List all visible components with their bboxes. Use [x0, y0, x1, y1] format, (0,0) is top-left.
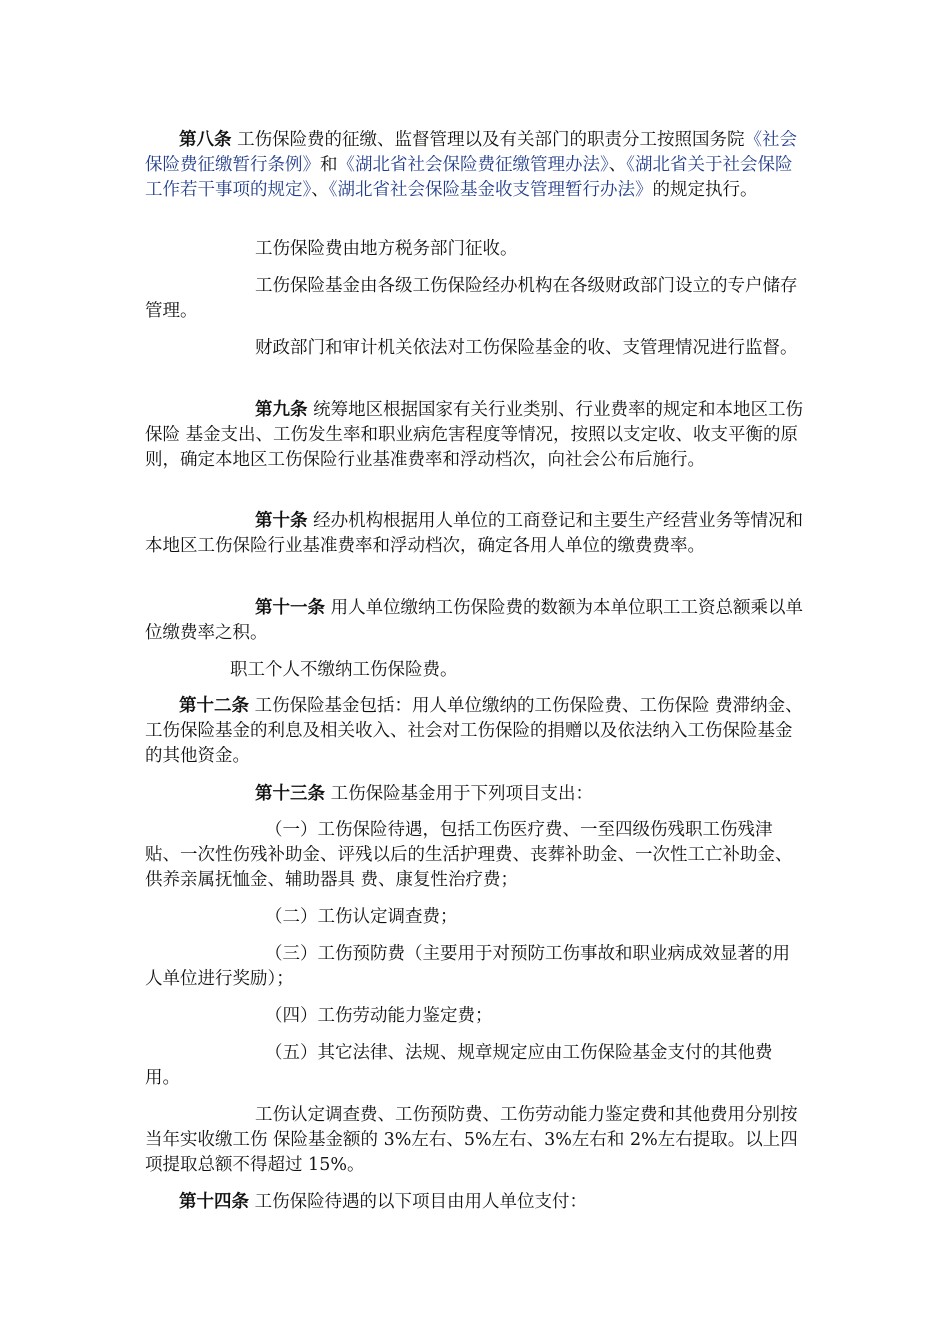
- article-8-text-d: 、: [311, 180, 329, 200]
- article-9-paragraph: [145, 398, 805, 473]
- article-14-paragraph: [145, 1190, 805, 1215]
- article-8-paragraph-2: 工伤保险费由地方税务部门征收。: [255, 239, 518, 259]
- article-11-text: 用人单位缴纳工伤保险费的数额为本单位职工工资总额乘以单位缴费率之积。: [145, 598, 804, 643]
- regulation-link-3[interactable]: 《湖北省关于社会保险工作若干事项的规定》: [145, 155, 793, 200]
- article-8-text-b: 和: [320, 155, 338, 175]
- article-14-title: 第十四条: [179, 1192, 249, 1212]
- article-11-paragraph-2: 职工个人不缴纳工伤保险费。: [230, 660, 458, 680]
- article-13-paragraph-last: 工伤认定调查费、工伤预防费、工伤劳动能力鉴定费和其他费用分别按当年实收缴工伤 保险基金额的 3%左右、5%左右、3%左右和 2%左右提取。以上四项提取总额不得超过 15%。: [145, 1105, 798, 1175]
- article-8-paragraph-4: 财政部门和审计机关依法对工伤保险基金的收、支管理情况进行监督。: [255, 338, 798, 358]
- article-13-item-2: （二）工伤认定调查费；: [265, 907, 458, 927]
- article-13-title: 第十三条: [255, 784, 325, 804]
- article-8-paragraph-3: 工伤保险基金由各级工伤保险经办机构在各级财政部门设立的专户储存管理。: [145, 276, 798, 321]
- regulation-link-4[interactable]: 《湖北省社会保险基金收支管理暂行办法》: [328, 180, 653, 200]
- article-8-title: 第八条: [179, 130, 232, 150]
- article-11-paragraph: [145, 596, 805, 646]
- article-13-text: 工伤保险基金用于下列项目支出：: [325, 784, 594, 804]
- article-9-title: 第九条: [255, 400, 308, 420]
- article-13-item-3: （三）工伤预防费（主要用于对预防工伤事故和职业病成效显著的用人单位进行奖励）；: [145, 944, 790, 989]
- article-10-paragraph: [145, 509, 805, 559]
- article-13-item-1: （一）工伤保险待遇，包括工伤医疗费、一至四级伤残职工伤残津贴、一次性伤残补助金、评残以后的生活护理费、丧葬补助金、一次性工亡补助金、供养亲属抚恤金、辅助器具 费、康复性治疗费；: [145, 820, 793, 890]
- regulation-link-1[interactable]: 《社会保险费征缴暂行条例》: [145, 130, 798, 175]
- article-12-title: 第十二条: [179, 696, 249, 716]
- article-13-item-4: （四）工伤劳动能力鉴定费；: [265, 1006, 493, 1026]
- article-11-title: 第十一条: [255, 598, 325, 618]
- article-8-text-a: 工伤保险费的征缴、监督管理以及有关部门的职责分工按照国务院: [231, 130, 745, 150]
- article-14-text: 工伤保险待遇的以下项目由用人单位支付：: [249, 1192, 588, 1212]
- article-13-item-5: （五）其它法律、法规、规章规定应由工伤保险基金支付的其他费用。: [145, 1043, 773, 1088]
- regulation-link-2[interactable]: 《湖北省社会保险费征缴管理办法》: [337, 155, 609, 175]
- article-10-text: 经办机构根据用人单位的工商登记和主要生产经营业务等情况和本地区工伤保险行业基准费率和浮动档次，确定各用人单位的缴费费率。: [145, 511, 804, 556]
- article-9-text: 统筹地区根据国家有关行业类别、行业费率的规定和本地区工伤保险 基金支出、工伤发生率和职业病危害程度等情况，按照以支定收、收支平衡的原则，确定本地区工伤保险行业基准费率和浮动档次，向社会公布后施行。: [145, 400, 804, 470]
- article-13-paragraph: [145, 782, 805, 807]
- article-10-title: 第十条: [255, 511, 308, 531]
- article-8-text-c: 、: [608, 155, 627, 175]
- article-12-text: 工伤保险基金包括：用人单位缴纳的工伤保险费、工伤保险 费滞纳金、工伤保险基金的利息及相关收入、社会对工伤保险的捐赠以及依法纳入工伤保险基金的其他资金。: [145, 696, 803, 766]
- article-8-text-e: 的规定执行。: [652, 180, 758, 200]
- article-12-paragraph: [145, 694, 805, 769]
- article-8-paragraph: [145, 128, 805, 203]
